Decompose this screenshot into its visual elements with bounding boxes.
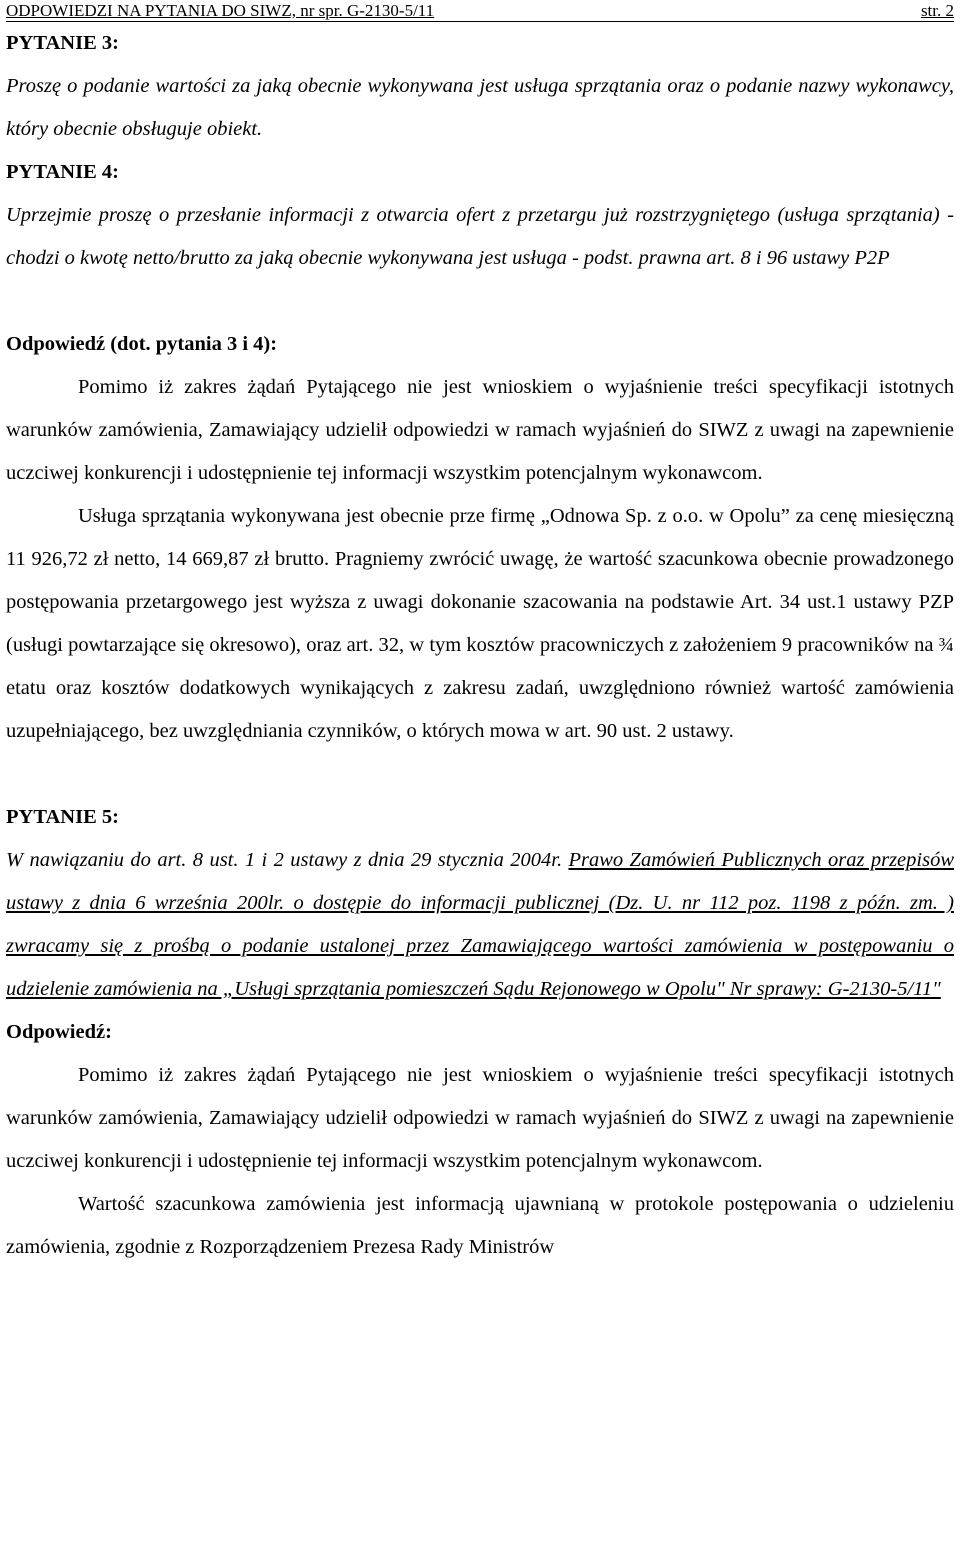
answer-3-4-paragraph-2: Usługa sprzątania wykonywana jest obecnie prze firmę „Odnowa Sp. z o.o. w Opolu” za cenę miesięczną 11 926,72 zł netto, 14 669,87 zł brutto. Pragniemy zwrócić uwagę, że wartość szacunkowa obecnie prowadzonego postępowania przetargowego jest wyższa z uwagi dokonanie szacowania na podstawie Art. 34 ust.1 ustawy PZP (usługi powtarzające się okresowo), oraz art. 32, w tym kosztów pracowniczych z założeniem 9 pracowników na ¾ etatu oraz kosztów dodatkowych wynikających z zakresu zadań, uwzględniono również wartość zamówienia uzupełniającego, bez uwzględniania czynników, o których mowa w art. 90 ust. 2 ustawy. [6,505,954,742]
question-3-text: Proszę o podanie wartości za jaką obecnie wykonywana jest usługa sprzątania oraz o podanie nazwy wykonawcy, który obecnie obsługuje obiekt. [6,75,954,140]
question-5-heading: PYTANIE 5: [6,806,119,828]
question-4-text: Uprzejmie proszę o przesłanie informacji z otwarcia ofert z przetargu już rozstrzygniętego (usługa sprzątania) - chodzi o kwotę netto/brutto za jaką obecnie wykonywana jest usługa - podst. prawna art. 8 i 96 ustawy P2P [6,204,954,269]
answer-5-heading: Odpowiedź: [6,1021,112,1043]
document-page [6,0,954,1269]
page-header [6,0,954,22]
answer-5-paragraph-1: Pomimo iż zakres żądań Pytającego nie jest wnioskiem o wyjaśnienie treści specyfikacji istotnych warunków zamówienia, Zamawiający udzielił odpowiedzi w ramach wyjaśnień do SIWZ z uwagi na zapewnienie uczciwej konkurencji i udostępnienie tej informacji wszystkim potencjalnym wykonawcom. [6,1064,954,1172]
answer-3-4-paragraph-1: Pomimo iż zakres żądań Pytającego nie jest wnioskiem o wyjaśnienie treści specyfikacji istotnych warunków zamówienia, Zamawiający udzielił odpowiedzi w ramach wyjaśnień do SIWZ z uwagi na zapewnienie uczciwej konkurencji i udostępnienie tej informacji wszystkim potencjalnym wykonawcom. [6,376,954,484]
spacer [6,280,954,323]
spacer [6,753,954,796]
question-5-text-underlined: Prawo Zamówień Publicznych oraz przepisów ustawy z dnia 6 września 200lr. o dostępie do informacji publicznej (Dz. U. nr 112 poz. 1198 z późn. zm. ) zwracamy się z prośbą o podanie ustalonej przez Zamawiającego wartości zamówienia w postępowaniu o udzielenie zamówienia na „Usługi sprzątania pomieszczeń Sądu Rejonowego w Opolu" Nr sprawy: G-2130-5/11" [6,849,954,1000]
question-5-text [6,839,954,1011]
answer-3-4-heading: Odpowiedź (dot. pytania 3 i 4): [6,333,278,355]
question-4-heading: PYTANIE 4: [6,161,119,183]
question-3-heading: PYTANIE 3: [6,32,119,54]
header-title: ODPOWIEDZI NA PYTANIA DO SIWZ, nr spr. G-2130-5/11 [6,1,435,20]
page-number: str. 2 [920,1,954,20]
answer-5-paragraph-2: Wartość szacunkowa zamówienia jest informacją ujawnianą w protokole postępowania o udzieleniu zamówienia, zgodnie z Rozporządzeniem Prezesa Rady Ministrów [6,1193,954,1258]
question-5-text-plain: W nawiązaniu do art. 8 ust. 1 i 2 ustawy z dnia 29 stycznia 2004r. [6,849,569,871]
